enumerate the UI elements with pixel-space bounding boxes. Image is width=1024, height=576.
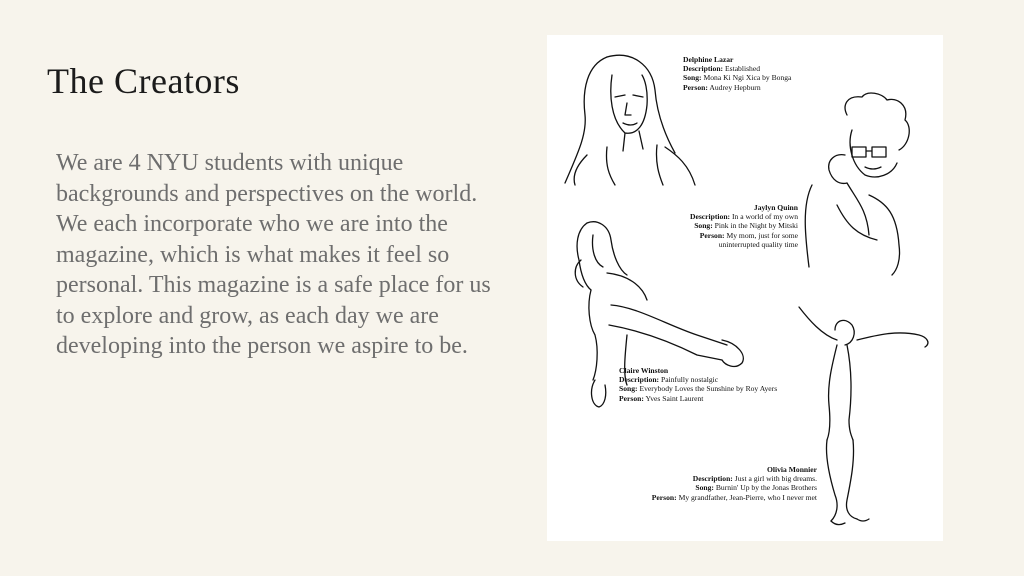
value: Burnin' Up by the Jonas Brothers	[715, 483, 817, 493]
portrait-figure-1	[565, 55, 695, 185]
portrait-figure-2	[805, 93, 909, 275]
value: Audrey Hepburn	[709, 82, 761, 92]
value: Mona Ki Ngi Xica by Bonga	[703, 73, 792, 83]
label: Song:	[695, 483, 714, 493]
creator-name: Olivia Monnier	[767, 465, 817, 474]
value: Yves Saint Laurent	[645, 393, 704, 403]
label: Song:	[683, 73, 702, 83]
creator-name: Jaylyn Quinn	[753, 203, 798, 212]
label: Description:	[683, 64, 724, 74]
value: Just a girl with big dreams.	[734, 474, 817, 484]
creators-illustration-panel	[547, 35, 943, 541]
creator-name: Delphine Lazar	[683, 55, 734, 64]
label: Description:	[619, 375, 660, 385]
label: Person:	[699, 230, 725, 240]
caption-delphine	[683, 55, 791, 92]
value: In a world of my own	[731, 212, 798, 222]
portrait-figure-4	[799, 307, 928, 525]
body-paragraph: We are 4 NYU students with unique backgrounds and perspectives on the world. We each incorporate who we are into the magazine, which is what makes it feel so personal. This magazine is a safe place for us to explore and grow, as each day we are developing into the person we aspire to be.	[56, 150, 491, 359]
caption-olivia	[652, 465, 817, 502]
slide-title: The Creators	[47, 61, 240, 101]
value: Pink in the Night by Mitski	[714, 221, 798, 231]
value: Painfully nostalgic	[660, 375, 719, 385]
label: Person:	[619, 393, 644, 403]
label: Song:	[619, 384, 638, 394]
label: Description:	[692, 474, 733, 484]
value: Established	[724, 64, 760, 74]
value: uninterrupted quality time	[718, 239, 798, 249]
value: My mom, just for some	[726, 230, 798, 240]
value: Everybody Loves the Sunshine by Roy Ayers	[639, 384, 778, 394]
value: My grandfather, Jean-Pierre, who I never met	[678, 492, 817, 502]
label: Song:	[694, 221, 713, 231]
label: Person:	[683, 82, 708, 92]
caption-jaylyn	[690, 203, 798, 249]
label: Person:	[651, 492, 677, 502]
caption-claire	[619, 366, 777, 403]
label: Description:	[690, 212, 731, 222]
creator-name: Claire Winston	[619, 366, 669, 375]
